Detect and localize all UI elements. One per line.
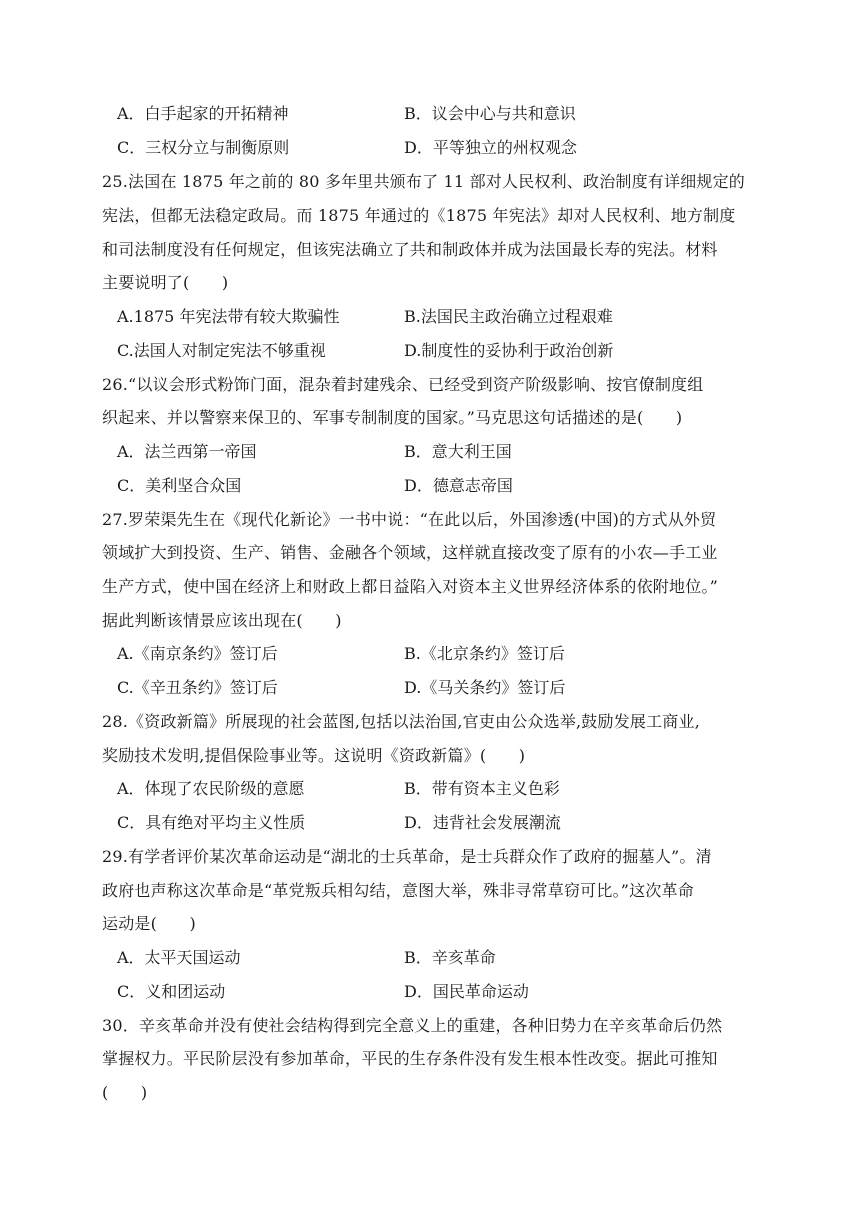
q25-option-a[interactable]: A.1875 年宪法带有较大欺骗性 (117, 307, 340, 326)
q29-stem-line-1: 29.有学者评价某次革命运动是“湖北的士兵革命，是士兵群众作了政府的掘墓人”。清 (102, 847, 712, 866)
q26-stem-line-1: 26.“以议会形式粉饰门面，混杂着封建残余、已经受到资产阶级影响、按官僚制度组 (102, 375, 704, 394)
q26-option-d[interactable]: D．德意志帝国 (404, 476, 513, 495)
q28-option-d[interactable]: D．违背社会发展潮流 (404, 813, 561, 832)
q27-stem-line-1: 27.罗荣渠先生在《现代化新论》一书中说：“在此以后，外国渗透(中国)的方式从外贸 (102, 510, 717, 529)
q28-stem-line-1: 28.《资政新篇》所展现的社会蓝图,包括以法治国,官吏由公众选举,鼓励发展工商业, (102, 712, 700, 731)
q24-option-d[interactable]: D．平等独立的州权观念 (404, 138, 577, 157)
q29-option-c[interactable]: C．义和团运动 (117, 982, 226, 1001)
q28-stem-line-2: 奖励技术发明,提倡保险事业等。这说明《资政新篇》( ) (102, 746, 526, 765)
q26-stem-line-2: 织起来、并以警察来保卫的、军事专制制度的国家。”马克思这句话描述的是( ) (102, 408, 683, 427)
q24-option-b[interactable]: B．议会中心与共和意识 (404, 104, 576, 123)
q27-stem-line-2: 领域扩大到投资、生产、销售、金融各个领域，这样就直接改变了原有的小农—手工业 (102, 543, 718, 562)
q25-stem-line-3: 和司法制度没有任何规定，但该宪法确立了共和制政体并成为法国最长寿的宪法。材料 (102, 240, 718, 259)
q27-option-b[interactable]: B.《北京条约》签订后 (404, 644, 565, 663)
q25-stem-line-4: 主要说明了( ) (102, 273, 229, 292)
q29-option-d[interactable]: D．国民革命运动 (404, 982, 529, 1001)
q24-option-a[interactable]: A．白手起家的开拓精神 (117, 104, 289, 123)
q30-stem-line-2: 掌握权力。平民阶层没有参加革命，平民的生存条件没有发生根本性改变。据此可推知 (102, 1049, 718, 1068)
q25-option-b[interactable]: B.法国民主政治确立过程艰难 (404, 307, 613, 326)
q25-option-d[interactable]: D.制度性的妥协利于政治创新 (404, 341, 614, 360)
q25-stem-line-2: 宪法，但都无法稳定政局。而 1875 年通过的《1875 年宪法》却对人民权利、地方制度 (102, 206, 736, 225)
q24-option-c[interactable]: C．三权分立与制衡原则 (117, 138, 290, 157)
q30-stem-line-1: 30．辛亥革命并没有使社会结构得到完全意义上的重建，各种旧势力在辛亥革命后仍然 (102, 1016, 723, 1035)
q30-stem-line-3: ( ) (102, 1083, 148, 1102)
q29-option-a[interactable]: A．太平天国运动 (117, 948, 241, 967)
q27-option-d[interactable]: D.《马关条约》签订后 (404, 678, 566, 697)
q27-option-c[interactable]: C.《辛丑条约》签订后 (117, 678, 278, 697)
q27-stem-line-4: 据此判断该情景应该出现在( ) (102, 611, 342, 630)
q25-stem-line-1: 25.法国在 1875 年之前的 80 多年里共颁布了 11 部对人民权利、政治制度有详细规定的 (102, 172, 745, 191)
q28-option-b[interactable]: B．带有资本主义色彩 (404, 779, 560, 798)
q29-stem-line-2: 政府也声称这次革命是“革党叛兵相勾结，意图大举，殊非寻常草窃可比。”这次革命 (102, 881, 694, 900)
q26-option-b[interactable]: B．意大利王国 (404, 442, 512, 461)
q28-option-c[interactable]: C．具有绝对平均主义性质 (117, 813, 306, 832)
q27-option-a[interactable]: A.《南京条约》签订后 (117, 644, 278, 663)
q27-stem-line-3: 生产方式，使中国在经济上和财政上都日益陷入对资本主义世界经济体系的依附地位。” (102, 577, 718, 596)
q26-option-a[interactable]: A．法兰西第一帝国 (117, 442, 257, 461)
q26-option-c[interactable]: C．美利坚合众国 (117, 476, 242, 495)
q29-stem-line-3: 运动是( ) (102, 914, 196, 933)
q29-option-b[interactable]: B．辛亥革命 (404, 948, 496, 967)
q25-option-c[interactable]: C.法国人对制定宪法不够重视 (117, 341, 326, 360)
q28-option-a[interactable]: A．体现了农民阶级的意愿 (117, 779, 305, 798)
